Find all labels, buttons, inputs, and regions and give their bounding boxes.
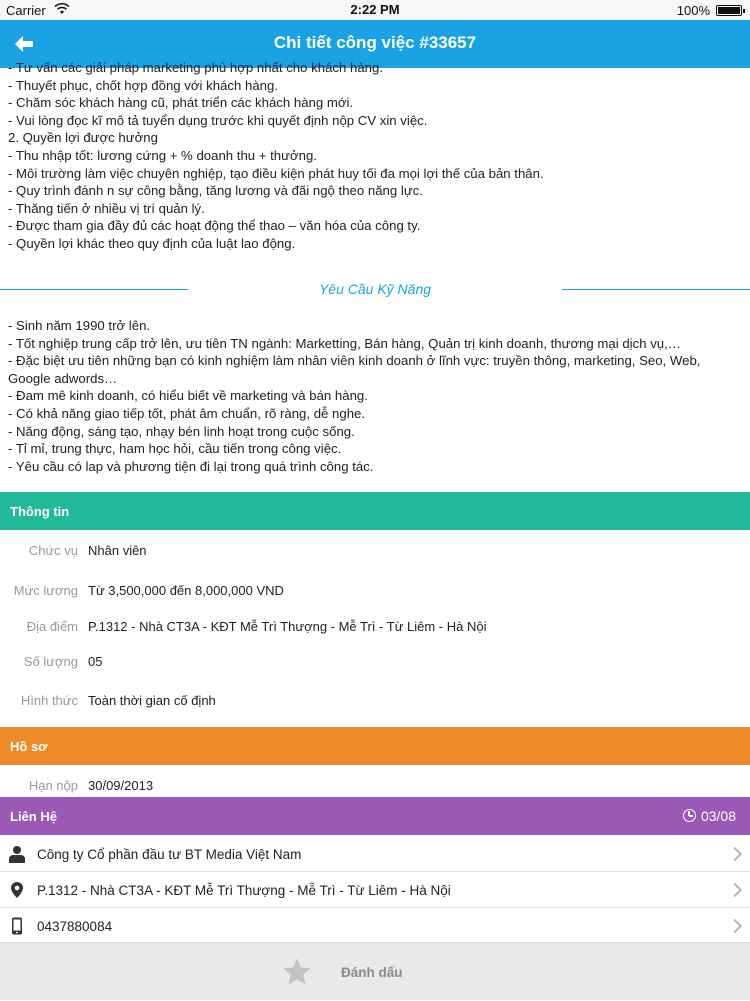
info-label: Số lượng <box>23 654 78 669</box>
page-title: Chi tiết công việc #33657 <box>273 33 477 52</box>
contact-row-address[interactable] <box>0 872 750 908</box>
info-row-location <box>0 609 750 645</box>
info-row-quantity <box>0 644 750 680</box>
profile-header-label: Hồ sơ <box>10 739 48 754</box>
description-line: - Chăm sóc khách hàng cũ, phát triển các khách hàng mới. <box>8 95 354 111</box>
company-name: Công ty Cổ phần đầu tư BT Media Việt Nam <box>37 847 302 862</box>
person-icon <box>8 845 26 863</box>
info-value: P.1312 - Nhà CT3A - KĐT Mễ Trì Thượng - Mễ Trì - Từ Liêm - Hà Nội <box>88 619 487 634</box>
info-value: 05 <box>88 654 103 669</box>
divider-line <box>562 289 750 290</box>
info-label: Địa điểm <box>26 619 78 634</box>
clock-time: 2:22 PM <box>350 2 400 17</box>
chevron-right-icon <box>730 882 740 896</box>
carrier-label: Carrier <box>6 3 46 18</box>
info-header-label: Thông tin <box>10 504 70 519</box>
skills-section-title <box>0 278 750 302</box>
description-line: - Được tham gia đầy đủ các hoạt động thể thao – văn hóa của công ty. <box>8 218 421 234</box>
info-row-work-type <box>0 683 750 719</box>
info-value: Nhân viên <box>88 543 147 558</box>
info-row-salary <box>0 573 750 609</box>
description-line: - Môi trường làm việc chuyên nghiệp, tạo điều kiện phát huy tối đa mọi lợi thế của bản thân. <box>8 165 544 181</box>
info-value: Toàn thời gian cố định <box>88 693 216 708</box>
skill-line: - Có khả năng giao tiếp tốt, phát âm chuẩn, rõ ràng, dễ nghe. <box>8 405 366 421</box>
skill-line: - Sinh năm 1990 trở lên. <box>8 318 151 333</box>
description-line: - Thăng tiến ở nhiều vị trí quản lý. <box>8 200 205 216</box>
contact-row-phone[interactable] <box>0 908 750 944</box>
profile-section-header <box>0 727 750 765</box>
skill-line: - Đặc biệt ưu tiên những bạn có kinh nghiệm làm nhân viên kinh doanh ở lĩnh vực: truyền thông, marketing, Seo, Web, Google adwords… <box>8 353 701 386</box>
skill-line: - Tốt nghiệp trung cấp trở lên, ưu tiên TN ngành: Marketting, Bán hàng, Quản trị kinh doanh, thương mại dịch vụ,… <box>8 335 681 351</box>
contact-section-header <box>0 797 750 835</box>
description-line: - Tư vấn các giải pháp marketing phù hợp nhất cho khách hàng. <box>8 60 383 75</box>
description-line: - Vui lòng đọc kĩ mô tả tuyển dụng trước khi quyết định nộp CV xin việc. <box>8 112 428 128</box>
battery-percentage: 100% <box>676 3 710 18</box>
company-address: P.1312 - Nhà CT3A - KĐT Mễ Trì Thượng - Mễ Trì - Từ Liêm - Hà Nội <box>37 883 451 898</box>
skill-line: - Năng động, sáng tạo, nhạy bén linh hoạt trong cuộc sống. <box>8 423 355 439</box>
skills-title: Yêu Cầu Kỹ Năng <box>318 281 432 297</box>
bottom-toolbar <box>0 942 750 1000</box>
chevron-right-icon <box>730 918 740 932</box>
skill-line: - Yêu cầu có lap và phương tiện đi lại trong quá trình công tác. <box>8 458 374 474</box>
info-value: 30/09/2013 <box>88 778 154 793</box>
info-label: Hình thức <box>20 693 78 708</box>
description-line: - Quyền lợi khác theo quy định của luật lao động. <box>8 235 296 251</box>
contact-header-label: Liên Hệ <box>10 809 57 824</box>
info-section-header <box>0 492 750 530</box>
skill-line: - Tỉ mỉ, trung thực, ham học hỏi, cầu tiến trong công việc. <box>8 441 342 457</box>
clock-icon <box>683 809 696 822</box>
description-line: - Quy trình đánh n sự công bằng, tăng lương và đãi ngộ theo năng lực. <box>8 183 423 199</box>
job-description <box>8 59 744 253</box>
info-label: Chức vụ <box>28 543 78 558</box>
contact-row-company[interactable] <box>0 836 750 872</box>
description-line: - Thuyết phục, chốt hợp đồng với khách hàng. <box>8 77 278 93</box>
battery-icon <box>716 5 742 16</box>
star-icon <box>281 956 313 988</box>
skills-requirements <box>8 317 744 475</box>
info-row-position <box>0 533 750 569</box>
phone-icon <box>8 917 26 935</box>
description-line: - Thu nhập tốt: lương cứng + % doanh thu + thưởng. <box>8 147 317 163</box>
chevron-right-icon <box>730 846 740 860</box>
bookmark-button[interactable] <box>270 943 480 1001</box>
bookmark-label: Đánh dấu <box>341 965 403 980</box>
info-label: Hạn nộp <box>28 778 78 793</box>
info-value: Từ 3,500,000 đến 8,000,000 VND <box>88 583 284 598</box>
description-line: 2. Quyền lợi được hưởng <box>8 130 158 146</box>
info-label: Mức lương <box>13 583 78 598</box>
status-bar <box>0 0 750 20</box>
job-detail-content[interactable] <box>0 60 750 940</box>
company-phone: 0437880084 <box>37 919 113 934</box>
skill-line: - Đam mê kinh doanh, có hiểu biết về marketing và bán hàng. <box>8 388 368 404</box>
contact-date: 03/08 <box>700 808 736 824</box>
location-pin-icon <box>8 881 26 899</box>
